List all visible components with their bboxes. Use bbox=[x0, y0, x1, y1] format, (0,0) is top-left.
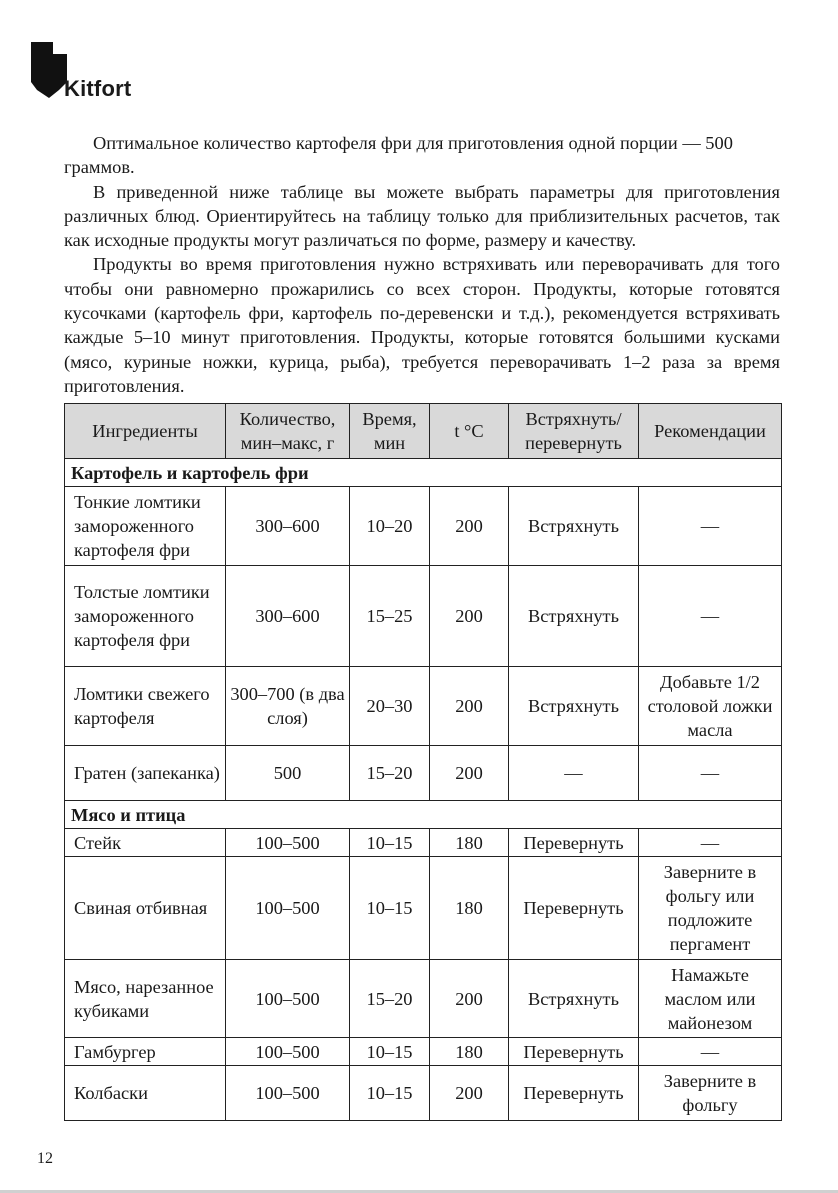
table-row bbox=[65, 1066, 782, 1121]
cell-quantity: 100–500 bbox=[226, 960, 350, 1038]
cell-ingredient: Тонкие ломтики замороженного картофеля фри bbox=[65, 487, 226, 566]
brand-name: Kitfort bbox=[64, 76, 132, 101]
cell-action: Встряхнуть bbox=[509, 667, 639, 746]
cell-time: 10–15 bbox=[350, 829, 430, 857]
cell-recommendation: — bbox=[639, 566, 782, 667]
table-row bbox=[65, 487, 782, 566]
cell-ingredient: Стейк bbox=[65, 829, 226, 857]
table-row bbox=[65, 667, 782, 746]
cell-temperature: 200 bbox=[430, 487, 509, 566]
cell-ingredient: Колбаски bbox=[65, 1066, 226, 1121]
cell-time: 10–15 bbox=[350, 1066, 430, 1121]
table-row bbox=[65, 960, 782, 1038]
header-time: Время, мин bbox=[350, 404, 430, 459]
cell-temperature: 200 bbox=[430, 1066, 509, 1121]
section-row bbox=[65, 801, 782, 829]
table-row bbox=[65, 857, 782, 960]
cell-quantity: 100–500 bbox=[226, 1038, 350, 1066]
cell-temperature: 200 bbox=[430, 566, 509, 667]
table-row bbox=[65, 566, 782, 667]
header-quantity: Количество, мин–макс, г bbox=[226, 404, 350, 459]
cooking-table bbox=[64, 403, 782, 1121]
header-shake-flip: Встряхнуть/ перевернуть bbox=[509, 404, 639, 459]
brand-logo bbox=[31, 42, 171, 102]
cell-ingredient: Гамбургер bbox=[65, 1038, 226, 1066]
cell-time: 10–20 bbox=[350, 487, 430, 566]
cell-time: 15–20 bbox=[350, 746, 430, 801]
cell-action: Встряхнуть bbox=[509, 960, 639, 1038]
cell-action: — bbox=[509, 746, 639, 801]
table-header-row bbox=[65, 404, 782, 459]
cell-quantity: 300–600 bbox=[226, 566, 350, 667]
cell-quantity: 100–500 bbox=[226, 829, 350, 857]
cell-action: Перевернуть bbox=[509, 1038, 639, 1066]
table-row bbox=[65, 829, 782, 857]
cell-ingredient: Мясо, нарезанное кубиками bbox=[65, 960, 226, 1038]
cell-time: 15–25 bbox=[350, 566, 430, 667]
cell-recommendation: — bbox=[639, 1038, 782, 1066]
cell-time: 15–20 bbox=[350, 960, 430, 1038]
kitfort-logo-mark-icon bbox=[31, 42, 67, 98]
cell-time: 20–30 bbox=[350, 667, 430, 746]
cell-temperature: 200 bbox=[430, 960, 509, 1038]
cell-quantity: 100–500 bbox=[226, 1066, 350, 1121]
cell-action: Перевернуть bbox=[509, 857, 639, 960]
cell-temperature: 200 bbox=[430, 667, 509, 746]
cell-ingredient: Ломтики свежего картофеля bbox=[65, 667, 226, 746]
header-temperature: t °C bbox=[430, 404, 509, 459]
table-row bbox=[65, 1038, 782, 1066]
intro-paragraph: В приведенной ниже таблице вы можете выбрать параметры для приготовления различных блюд. Ориентируйтесь на таблицу только для приблизительных расчетов, так как исходные продукты могут различаться по форме, размеру и качеству. bbox=[64, 181, 780, 251]
cell-recommendation: Намажьте маслом или майонезом bbox=[639, 960, 782, 1038]
cell-temperature: 200 bbox=[430, 746, 509, 801]
cell-quantity: 300–700 (в два слоя) bbox=[226, 667, 350, 746]
section-title: Картофель и картофель фри bbox=[65, 459, 782, 487]
table-row bbox=[65, 746, 782, 801]
cell-temperature: 180 bbox=[430, 1038, 509, 1066]
cell-recommendation: — bbox=[639, 487, 782, 566]
cell-time: 10–15 bbox=[350, 857, 430, 960]
cell-quantity: 300–600 bbox=[226, 487, 350, 566]
cell-action: Перевернуть bbox=[509, 1066, 639, 1121]
cell-recommendation: Заверните в фольгу bbox=[639, 1066, 782, 1121]
cell-ingredient: Свиная отбивная bbox=[65, 857, 226, 960]
section-title: Мясо и птица bbox=[65, 801, 782, 829]
page-number: 12 bbox=[37, 1150, 53, 1167]
intro-paragraph: Оптимальное количество картофеля фри для приготовления одной порции — 500 граммов. bbox=[64, 133, 733, 178]
cell-recommendation: Добавьте 1/2 столовой ложки масла bbox=[639, 667, 782, 746]
cell-temperature: 180 bbox=[430, 829, 509, 857]
cell-action: Встряхнуть bbox=[509, 487, 639, 566]
cell-action: Перевернуть bbox=[509, 829, 639, 857]
cell-ingredient: Толстые ломтики замороженного картофеля фри bbox=[65, 566, 226, 667]
cell-quantity: 100–500 bbox=[226, 857, 350, 960]
header-recommendations: Рекомендации bbox=[639, 404, 782, 459]
intro-text bbox=[64, 131, 780, 398]
intro-paragraph: Продукты во время приготовления нужно встряхивать или переворачивать для того чтобы они равномерно прожарились со всех сторон. Продукты, которые готовятся кусочками (картофель фри, картофель по-деревенски и т.д.), рекомендуется встряхивать каждые 5–10 минут приготовления. Продукты, которые готовятся большими кусками (мясо, куриные ножки, курица, рыба), требуется переворачивать 1–2 раза за время приготовления. bbox=[64, 254, 780, 396]
cell-action: Встряхнуть bbox=[509, 566, 639, 667]
cell-temperature: 180 bbox=[430, 857, 509, 960]
header-ingredients: Ингредиенты bbox=[65, 404, 226, 459]
section-row bbox=[65, 459, 782, 487]
cell-time: 10–15 bbox=[350, 1038, 430, 1066]
cell-ingredient: Гратен (запеканка) bbox=[65, 746, 226, 801]
cell-quantity: 500 bbox=[226, 746, 350, 801]
cell-recommendation: Заверните в фольгу или подложите пергамент bbox=[639, 857, 782, 960]
cell-recommendation: — bbox=[639, 746, 782, 801]
cell-recommendation: — bbox=[639, 829, 782, 857]
